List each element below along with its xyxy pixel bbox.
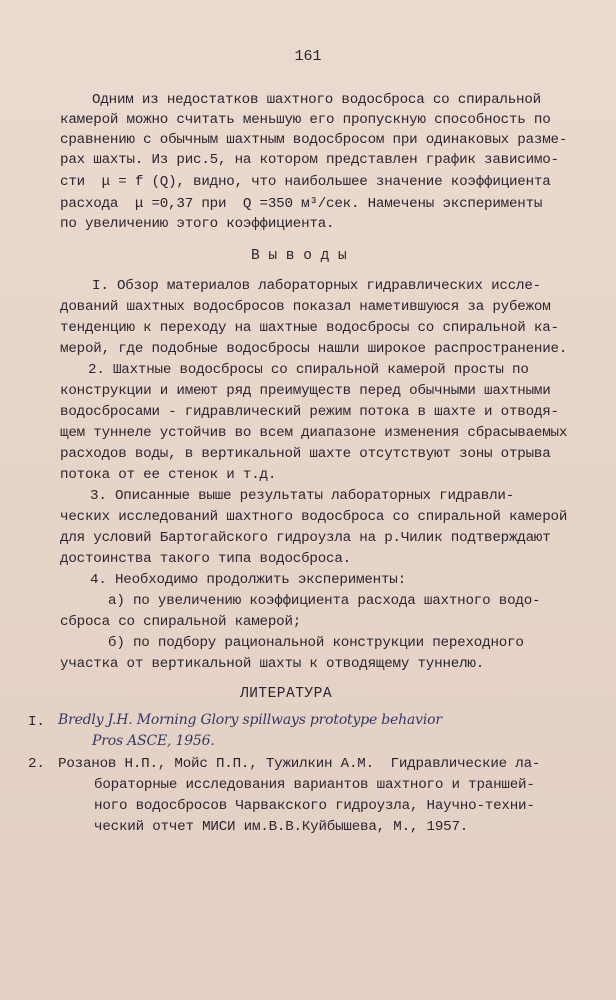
conclusions-heading: В ы в о д ы — [251, 248, 347, 264]
text-line: расходов воды, в вертикальной шахте отсутствуют зоны отрыва — [60, 446, 551, 462]
text-line: дований шахтных водосбросов показал наметившуюся за рубежом — [60, 299, 551, 315]
reference-number: I. — [28, 714, 45, 730]
text-line: тенденцию к переходу на шахтные водосбросы со спиральной ка- — [60, 320, 559, 336]
handwritten-reference: Pros ASCE, 1956. — [92, 733, 215, 749]
text-line: сравнению с обычным шахтным водосбросом при одинаковых разме- — [60, 132, 568, 148]
text-line: Одним из недостатков шахтного водосброса со спиральной — [92, 92, 541, 108]
text-line: бораторные исследования вариантов шахтного и траншей- — [94, 777, 535, 793]
text-line: достоинства такого типа водосброса. — [60, 551, 351, 567]
reference-number: 2. — [28, 756, 45, 772]
text-line: для условий Бартогайского гидроузла на р.Чилик подтверждают — [60, 530, 551, 546]
text-line: рах шахты. Из рис.5, на котором представлен график зависимо- — [60, 152, 559, 168]
text-line: участка от вертикальной шахты к отводящему туннелю. — [60, 656, 485, 672]
text-line: водосбросами - гидравлический режим потока в шахте и отводя- — [60, 404, 559, 420]
text-line: 4. Необходимо продолжить эксперименты: — [90, 572, 406, 588]
text-line: б) по подбору рациональной конструкции переходного — [108, 635, 524, 651]
text-line: щем туннеле устойчив во всем диапазоне изменения сбрасываемых — [60, 425, 568, 441]
handwritten-reference: Bredly J.H. Morning Glory spillways prototype behavior — [58, 712, 442, 728]
text-line: сброса со спиральной камерой; — [60, 614, 302, 630]
text-line: ного водосбросов Чарвакского гидроузла, Научно-техни- — [94, 798, 535, 814]
text-line: 3. Описанные выше результаты лабораторных гидравли- — [90, 488, 515, 504]
text-line: мерой, где подобные водосбросы нашли широкое распространение. — [60, 341, 568, 357]
text-line: потока от ее стенок и т.д. — [60, 467, 277, 483]
text-line: 2. Шахтные водосбросы со спиральной камерой просты по — [88, 362, 529, 378]
text-line: а) по увеличению коэффициента расхода шахтного водо- — [108, 593, 541, 609]
text-line: I. Обзор материалов лабораторных гидравлических иссле- — [92, 278, 541, 294]
literature-heading: ЛИТЕРАТУРА — [240, 686, 333, 702]
text-line: Розанов Н.П., Мойс П.П., Тужилкин А.М. Гидравлические ла- — [58, 756, 541, 772]
page-number: 161 — [294, 48, 322, 65]
text-line: камерой можно считать меньшую его пропускную способность по — [60, 112, 551, 128]
text-line: по увеличению этого коэффициента. — [60, 216, 335, 232]
text-line: расхода μ =0,37 при Q =350 м³/сек. Намечены эксперименты — [60, 196, 543, 212]
text-line: конструкции и имеют ряд преимуществ перед обычными шахтными — [60, 383, 551, 399]
text-line: сти μ = f (Q), видно, что наибольшее значение коэффициента — [60, 174, 551, 190]
text-line: ческий отчет МИСИ им.В.В.Куйбышева, М., 1957. — [94, 819, 469, 835]
text-line: ческих исследований шахтного водосброса со спиральной камерой — [60, 509, 568, 525]
